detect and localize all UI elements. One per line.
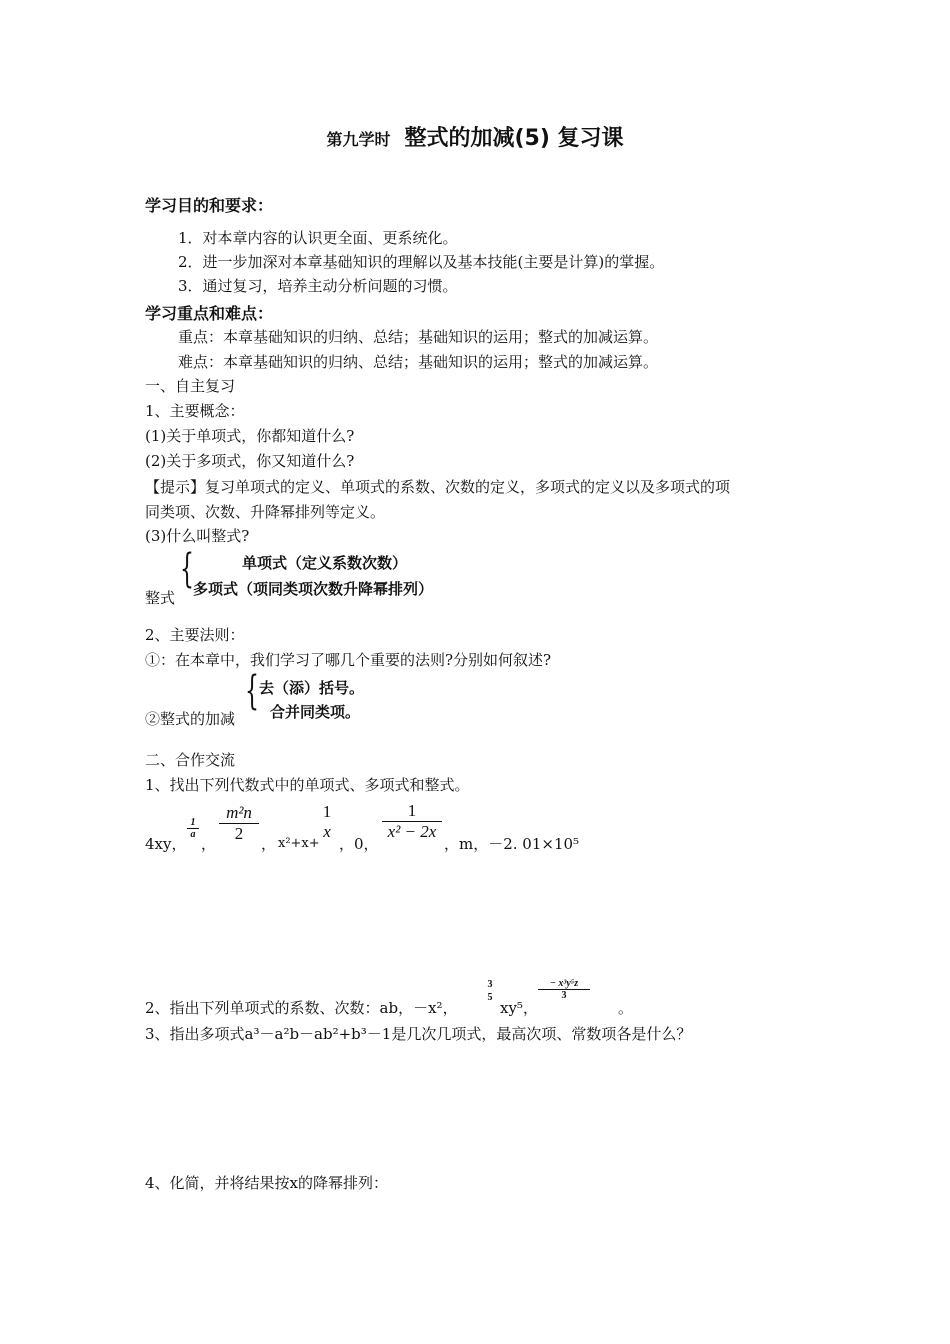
monomial-definition: 单项式（定义系数次数） [242, 554, 408, 572]
rule-brackets: 去（添）括号。 [259, 679, 365, 697]
expr-4xy: 4xy， [145, 835, 187, 853]
exercise-3: 3、指出多项式a³－a²b－ab²+b³－1是几次几项式，最高次项、常数项各是什么？ [145, 1025, 692, 1043]
expr-xy5: xy⁵， [500, 999, 538, 1017]
comma: ， [201, 835, 217, 853]
addsub-label: ②整式的加减 [145, 710, 236, 728]
goal-item: 3．通过复习，培养主动分析问题的习惯。 [178, 277, 458, 295]
exercise-1: 1、找出下列代数式中的单项式、多项式和整式。 [145, 776, 470, 794]
left-brace-icon: { [180, 546, 194, 592]
concepts-label: 1、主要概念： [145, 402, 245, 420]
goals-heading: 学习目的和要求： [145, 196, 274, 215]
section1-heading: 一、自主复习 [145, 377, 236, 395]
comma: ， [261, 835, 277, 853]
exercise-2: 2、指出下列单项式的系数、次数：ab，－x²， [145, 999, 458, 1017]
expr-rest: ，m，－2. 01×10⁵ [444, 835, 580, 853]
fraction-1-over-x2-2x: 1 x² − 2x [382, 801, 442, 842]
focus-key: 重点：本章基础知识的归纳、总结；基础知识的运用；整式的加减运算。 [178, 328, 659, 346]
rules-label: 2、主要法则： [145, 626, 245, 644]
zhengshi-label: 整式 [145, 589, 176, 607]
focus-heading: 学习重点和难点： [145, 304, 274, 323]
expr-zero: ，0， [339, 835, 379, 853]
fraction-m2n-over-2: m²n 2 [219, 803, 259, 844]
rule-like-terms: 合并同类项。 [270, 703, 361, 721]
hint-line-1: 【提示】复习单项式的定义、单项式的系数、次数的定义，多项式的定义以及多项式的项 [145, 478, 731, 496]
rules-question: ①：在本章中，我们学习了哪几个重要的法则?分别如何叙述? [145, 651, 552, 669]
question-2: (2)关于多项式，你又知道什么? [145, 452, 355, 470]
fraction-1-over-a: 1 a [187, 817, 199, 840]
section2-heading: 二、合作交流 [145, 751, 236, 769]
question-3: (3)什么叫整式? [145, 527, 250, 545]
page-title: 第九学时 整式的加减(5) 复习课 [326, 126, 624, 151]
question-1: (1)关于单项式，你都知道什么? [145, 427, 355, 445]
expr-poly: x²+x+ [278, 836, 320, 851]
left-brace-icon: { [245, 668, 259, 714]
fraction-1-over-x: 1 x [322, 802, 332, 841]
hint-line-2: 同类项、次数、升降幂排列等定义。 [145, 503, 386, 521]
fraction-neg-x3y5z-over-3: − x³y⁵z 3 [538, 978, 590, 1001]
fraction-3-over-5: 3 5 [487, 979, 493, 1003]
goal-item: 1．对本章内容的认识更全面、更系统化。 [178, 229, 458, 247]
period: 。 [618, 999, 634, 1017]
focus-hard: 难点：本章基础知识的归纳、总结；基础知识的运用；整式的加减运算。 [178, 353, 659, 371]
exercise-4: 4、化简，并将结果按x的降幂排列： [145, 1174, 389, 1192]
goal-item: 2．进一步加深对本章基础知识的理解以及基本技能(主要是计算)的掌握。 [178, 253, 665, 271]
polynomial-definition: 多项式（项同类项次数升降幂排列） [193, 580, 434, 598]
